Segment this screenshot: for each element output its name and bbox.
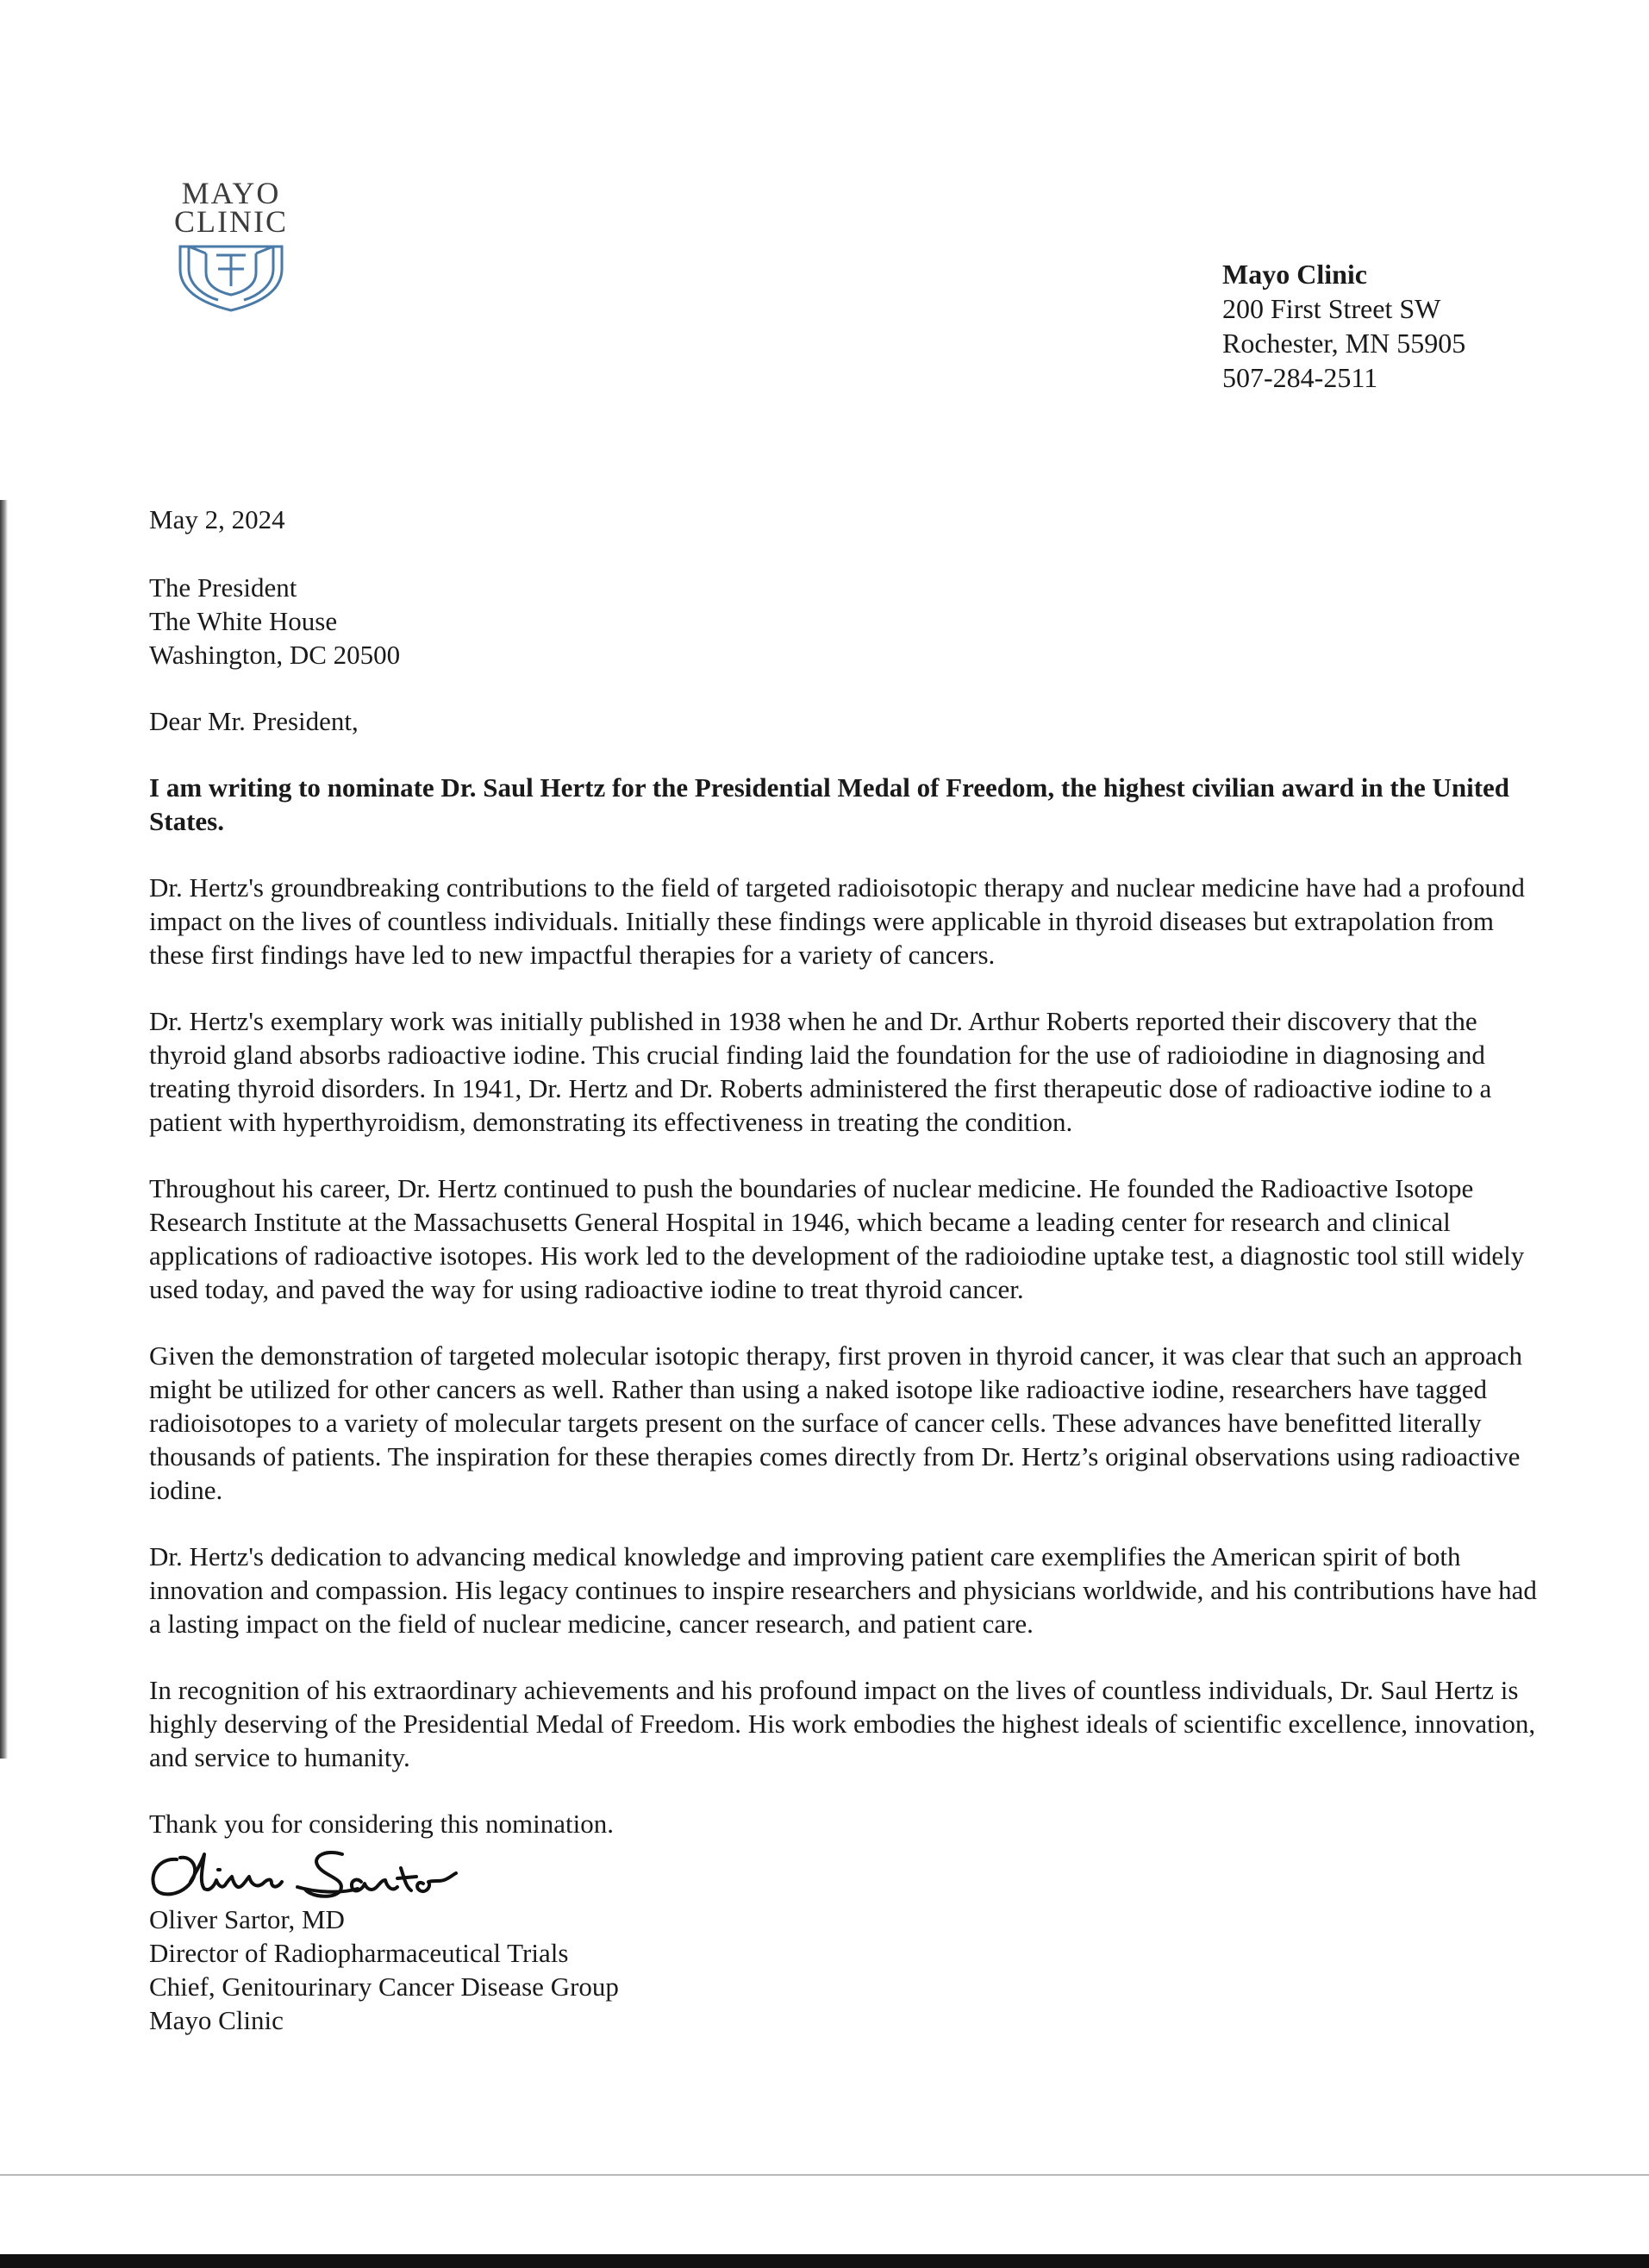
scan-line <box>0 2174 1649 2176</box>
signer-title: Director of Radiopharmaceutical Trials <box>149 1938 569 1968</box>
sender-phone: 507-284-2511 <box>1222 362 1378 393</box>
mayo-clinic-logo <box>153 176 309 312</box>
body-paragraph: In recognition of his extraordinary achievements and his profound impact on the lives of countless individuals, Dr. Saul Hertz is highly deserving of the Presidential Medal of Freedom. His work embodies the highest ideals of scientific excellence, innovation, and service to humanity. <box>149 1675 1536 1772</box>
letter-body <box>149 503 1546 2037</box>
recipient-line: The White House <box>149 606 338 636</box>
lead-paragraph: I am writing to nominate Dr. Saul Hertz for the Presidential Medal of Freedom, the highest civilian award in the United States. <box>149 772 1510 836</box>
salutation: Dear Mr. President, <box>149 706 359 736</box>
recipient-block <box>149 571 1546 672</box>
letter-date: May 2, 2024 <box>149 504 285 534</box>
recipient-line: The President <box>149 572 297 603</box>
sender-address <box>1222 257 1465 395</box>
sender-city: Rochester, MN 55905 <box>1222 328 1466 359</box>
signer-name: Oliver Sartor, MD <box>149 1904 345 1934</box>
shield-icon <box>175 243 287 312</box>
sender-street: 200 First Street SW <box>1222 293 1441 324</box>
logo-text-line1: MAYO <box>181 176 281 210</box>
recipient-line: Washington, DC 20500 <box>149 640 401 670</box>
sender-name: Mayo Clinic <box>1222 259 1367 290</box>
body-paragraph: Dr. Hertz's groundbreaking contributions to the field of targeted radioisotopic therapy and nuclear medicine have had a profound impact on the lives of countless individuals. Initially these findings were applicable in thyroid diseases but extrapolation from these first findings have led to new impactful therapies for a variety of cancers. <box>149 872 1525 970</box>
scan-edge-bottom <box>0 2254 1649 2268</box>
signer-org: Mayo Clinic <box>149 2005 284 2035</box>
closing-line: Thank you for considering this nomination. <box>149 1809 614 1839</box>
body-paragraph: Dr. Hertz's dedication to advancing medical knowledge and improving patient care exemplifies the American spirit of both innovation and compassion. His legacy continues to inspire researchers and physicians worldwide, and his contributions have had a lasting impact on the field of nuclear medicine, cancer research, and patient care. <box>149 1541 1537 1639</box>
body-paragraph: Dr. Hertz's exemplary work was initially published in 1938 when he and Dr. Arthur Roberts reported their discovery that the thyroid gland absorbs radioactive iodine. This crucial finding laid the foundation for the use of radioiodine in diagnosing and treating thyroid disorders. In 1941, Dr. Hertz and Dr. Roberts administered the first therapeutic dose of radioactive iodine to a patient with hyperthyroidism, demonstrating its effectiveness in treating the condition. <box>149 1006 1492 1137</box>
scan-edge-left <box>0 500 8 1759</box>
body-paragraph: Given the demonstration of targeted molecular isotopic therapy, first proven in thyroid cancer, it was clear that such an approach might be utilized for other cancers as well. Rather than using a naked isotope like radioactive iodine, researchers have tagged radioisotopes to a variety of molecular targets present on the surface of cancer cells. These advances have benefitted literally thousands of patients. The inspiration for these therapies comes directly from Dr. Hertz’s original observations using radioactive iodine. <box>149 1340 1522 1505</box>
signer-block <box>149 1902 1546 2037</box>
handwritten-signature <box>142 1844 504 1904</box>
logo-text-line2: CLINIC <box>174 204 288 239</box>
signer-title: Chief, Genitourinary Cancer Disease Group <box>149 1971 619 2002</box>
body-paragraph: Throughout his career, Dr. Hertz continued to push the boundaries of nuclear medicine. He founded the Radioactive Isotope Research Institute at the Massachusetts General Hospital in 1946, which became a leading center for research and clinical applications of radioactive isotopes. His work led to the development of the radioiodine uptake test, a diagnostic tool still widely used today, and paved the way for using radioactive iodine to treat thyroid cancer. <box>149 1173 1525 1304</box>
